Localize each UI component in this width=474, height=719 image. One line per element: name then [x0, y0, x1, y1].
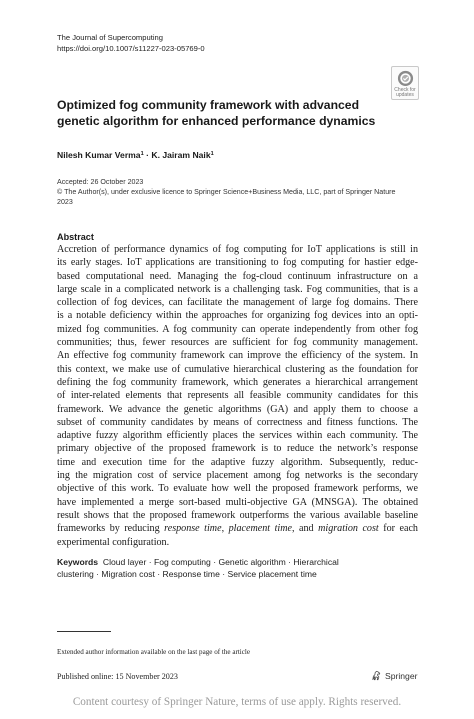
check-updates-label: Check for updates: [394, 86, 416, 99]
emphasis-placement-time: placement time: [228, 523, 292, 535]
footnote-divider: [57, 631, 111, 632]
title-line-1: Optimized fog community framework with advanced: [57, 98, 360, 112]
abstract-line: An effective fog community framework can improve the efficiency of the system. In: [57, 350, 418, 362]
footnote-text: Extended author information available on the last page of the article: [57, 648, 251, 656]
abstract-line: is a notable deficiency within the approaches for organizing fog devices into an opti-: [57, 310, 418, 322]
emphasis-response-time: response time: [164, 523, 222, 535]
abstract-line: communities; thus, fewer resources are sufficient for fog community management.: [57, 337, 418, 349]
check-updates-icon: [397, 70, 414, 87]
title-line-2: genetic algorithm for enhanced performance dynamics: [57, 113, 376, 128]
author-list: [57, 149, 214, 161]
author-separator: ·: [143, 150, 152, 160]
published-online-date: Published online: 15 November 2023: [57, 672, 178, 681]
abstract-line: experimental configuration.: [57, 536, 170, 548]
abstract-line: mized fog communities. A fog community can operate independently from other fog: [57, 323, 418, 335]
abstract-line: adaptive fuzzy algorithm efficiently places the services within each community. The: [57, 430, 418, 442]
journal-name: The Journal of Supercomputing: [57, 33, 163, 42]
keywords-label: Keywords: [57, 557, 99, 567]
springer-horse-icon: [371, 670, 382, 681]
keywords-line-2: clustering · Migration cost · Response time · Service placement time: [57, 569, 317, 580]
abstract-body: [57, 243, 418, 549]
abstract-line: subset of community candidates by means of correctness and fitness functions. The: [57, 416, 418, 428]
abstract-line: objective of this work. To evaluate how well the proposed framework performs, we: [57, 483, 418, 495]
abstract-line: of inter-related elements that represents all feasible community candidates for this: [57, 390, 418, 402]
author-name[interactable]: K. Jairam Naik: [151, 150, 211, 160]
abstract-line: Accretion of performance dynamics of fog computing for IoT applications is still in: [57, 244, 418, 255]
abstract-line: result shows that the proposed framework outperforms the various available baseline: [57, 509, 418, 521]
abstract-line: collection of fog devices, can facilitate the management of large fog domains. There: [57, 297, 418, 309]
courtesy-notice: Content courtesy of Springer Nature, terms of use apply. Rights reserved.: [72, 696, 402, 708]
accepted-date: Accepted: 26 October 2023: [57, 178, 144, 186]
doi-link[interactable]: https://doi.org/10.1007/s11227-023-05769-0: [57, 43, 205, 53]
abstract-line: primary objective of the proposed framework is to reduce the network’s response: [57, 443, 418, 455]
abstract-heading: Abstract: [57, 232, 94, 242]
keywords-line-1: [57, 556, 418, 568]
emphasis-migration-cost: migration cost: [318, 523, 379, 535]
publisher-name: Springer: [385, 670, 418, 681]
author-affiliation-mark: 1: [210, 151, 214, 157]
author-affiliation-mark: 1: [140, 151, 144, 157]
abstract-line: defining the fog community framework, which generates a hierarchical arrangement: [57, 376, 418, 388]
abstract-line: based computational need. Managing the fog-cloud continuum infrastructure on a: [57, 270, 418, 282]
abstract-line: framework. We advance the genetic algorithms (GA) and apply them to choose a: [57, 403, 418, 415]
keywords-values: Cloud layer · Fog computing · Genetic algorithm · Hierarchical: [102, 557, 339, 567]
copyright-year: 2023: [57, 198, 73, 207]
abstract-line: have implemented a merge sort-based multi-objective GA (MNSGA). The obtained: [57, 496, 418, 508]
abstract-line: ing the migration cost of service placement among fog networks is the secondary: [57, 470, 418, 482]
publication-dates: [57, 177, 437, 207]
copyright-line: © The Author(s), under exclusive licence to Springer Science+Business Media, LLC, part of Springer Nature: [57, 188, 396, 197]
author-name[interactable]: Nilesh Kumar Verma: [57, 150, 141, 160]
abstract-line: this context, we make use of cumulative hierarchical clustering as the foundation for: [57, 363, 418, 375]
journal-header: [57, 33, 205, 54]
keywords-section: [57, 556, 418, 580]
abstract-line: large scale in a complicated network is a challenging task. Fog communities, that is a: [57, 283, 418, 295]
springer-logo[interactable]: [371, 670, 417, 681]
abstract-line: its early stages. IoT applications are transitioning to fog computing for hastier edge-: [57, 257, 418, 269]
abstract-line: frameworks by reducing response time, placement time, and migration cost for each: [57, 523, 418, 535]
check-for-updates-button[interactable]: [391, 66, 419, 100]
article-title: [57, 98, 387, 129]
abstract-line: time and execution time for the adaptive fuzzy algorithm. Subsequently, reduc-: [57, 456, 418, 468]
